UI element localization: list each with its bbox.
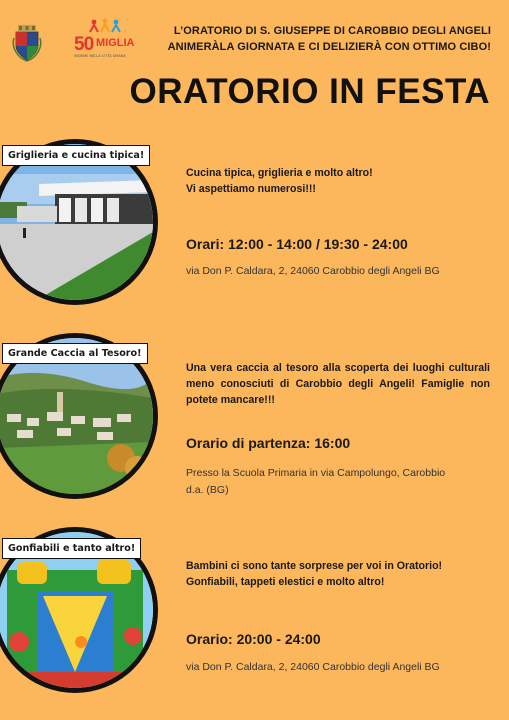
desc-line: Bambini ci sono tante sorprese per voi in Oratorio! xyxy=(186,560,443,572)
logo-word: MIGLIA xyxy=(96,37,135,49)
section-time-inflatables: Orario: 20:00 - 24:00 xyxy=(186,631,321,647)
section-time-grill: Orari: 12:00 - 14:00 / 19:30 - 24:00 xyxy=(186,236,408,252)
intro-line-2: ANIMERÀLA GIORNATA E CI DELIZIERÀ CON OTTIMO CIBO! xyxy=(167,41,491,53)
section-tag-inflatables: Gonfiabili e tanto altro! xyxy=(2,538,141,559)
desc-line: Gonfiabili, tappeti elestici e molto altro! xyxy=(186,576,385,588)
section-tag-treasure: Grande Caccia al Tesoro! xyxy=(2,343,148,364)
fifty-miglia-logo xyxy=(74,18,136,60)
section-description-inflatables xyxy=(186,558,490,590)
logo-tagline: INSIEME NELLA CITTÀ UMANA xyxy=(74,54,126,58)
intro-line-1: L’ORATORIO DI S. GIUSEPPE DI CAROBBIO DEGLI ANGELI xyxy=(173,25,491,37)
section-tag-grill: Griglieria e cucina tipica! xyxy=(2,145,150,166)
section-address-grill: via Don P. Caldara, 2, 24060 Carobbio degli Angeli BG xyxy=(186,265,440,277)
people-figures-icon xyxy=(88,18,122,34)
section-time-treasure: Orario di partenza: 16:00 xyxy=(186,435,351,451)
section-description-treasure: Una vera caccia al tesoro alla scoperta dei luoghi culturali meno conosciuti di Carobbio degli Angeli! Famiglie non potete mancare!!! xyxy=(186,362,490,406)
desc-line: Vi aspettiamo numerosi!!! xyxy=(186,183,316,195)
logo-number: 50 xyxy=(74,34,94,55)
intro-text xyxy=(161,23,491,55)
section-address-inflatables: via Don P. Caldara, 2, 24060 Carobbio degli Angeli BG xyxy=(186,661,440,673)
section-address-treasure: Presso la Scuola Primaria in via Campolungo, Carobbio d.a. (BG) xyxy=(186,467,446,496)
section-description-grill xyxy=(186,165,490,197)
desc-line: Cucina tipica, griglieria e molto altro! xyxy=(186,167,373,179)
page-title: ORATORIO IN FESTA xyxy=(129,72,490,111)
municipal-crest-icon xyxy=(12,24,42,62)
